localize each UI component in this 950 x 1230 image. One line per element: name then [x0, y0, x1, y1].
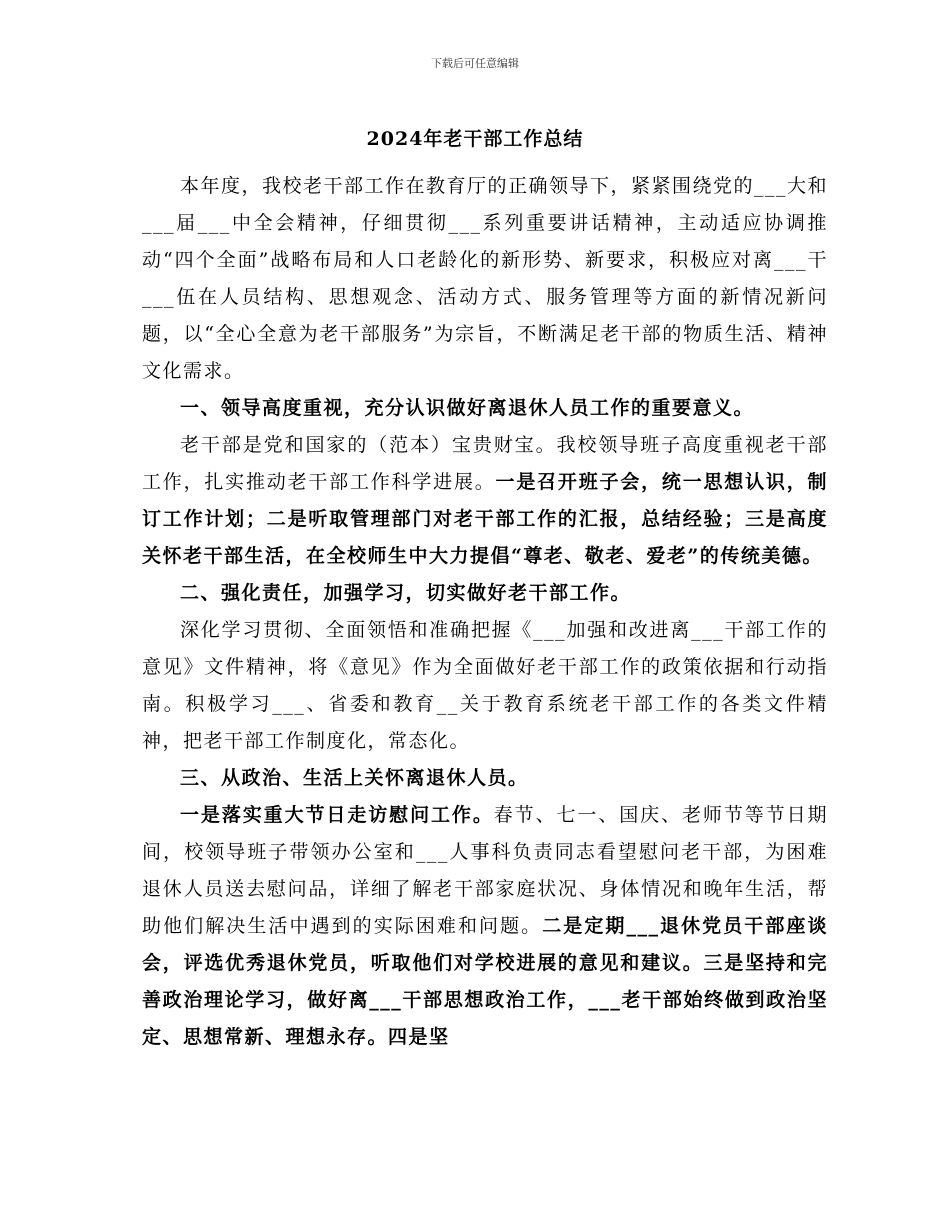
section-3-bold-text: 二是定期___退休党员干部座谈会，评选优秀退休党员，听取他们对学校进展的意见和建议。三是坚持和完善政治理论学习，做好离___干部思想政治工作，___老干部始终做到政治坚定、思想常新、理想永存。四是坚 — [142, 915, 828, 1048]
section-2-paragraph: 深化学习贯彻、全面领悟和准确把握《___加强和改进离___干部工作的意见》文件精神，将《意见》作为全面做好老干部工作的政策依据和行动指南。积极学习___、省委和教育__关于教育系统老干部工作的各类文件精神，把老干部工作制度化，常态化。 — [142, 619, 828, 752]
section-3-text: 春节、七一、国庆、老师节等节日期间，校领导班子带领办公室和___人事科负责同志看望慰问老干部，为困难退休人员送去慰问品，详细了解老干部家庭状况、身体情况和晚年生活，帮助他们解决生活中遇到的实际困难和问题。 — [142, 804, 828, 937]
section-1-bold-text: 一是召开班子会，统一思想认识，制订工作计划；二是听取管理部门对老干部工作的汇报，总结经验；三是高度关怀老干部生活，在全校师生中大力提倡“尊老、敬老、爱老”的传统美德。 — [142, 471, 828, 567]
section-2-heading: 二、强化责任，加强学习，切实做好老干部工作。 — [180, 582, 632, 604]
document-body — [142, 168, 828, 1056]
section-1-heading: 一、领导高度重视，充分认识做好离退休人员工作的重要意义。 — [180, 397, 755, 419]
section-1-paragraph — [142, 427, 828, 575]
section-3-bold-lead: 一是落实重大节日走访慰问工作。 — [180, 804, 494, 826]
header-note: 下载后可任意编辑 — [431, 57, 519, 70]
section-3-paragraph — [142, 797, 828, 1056]
intro-paragraph: 本年度，我校老干部工作在教育厅的正确领导下，紧紧围绕党的___大和___届___中全会精神，仔细贯彻___系列重要讲话精神，主动适应协调推动“四个全面”战略布局和人口老龄化的新形势、新要求，积极应对离___干___伍在人员结构、思想观念、活动方式、服务管理等方面的新情况新问题，以“全心全意为老干部服务”为宗旨，不断满足老干部的物质生活、精神文化需求。 — [142, 175, 829, 382]
section-3-heading: 三、从政治、生活上关怀离退休人员。 — [180, 767, 529, 789]
section-1-text: 老干部是党和国家的（范本）宝贵财宝。我校领导班子高度重视老干部工作，扎实推动老干部工作科学进展。 — [142, 434, 828, 493]
document-title: 2024年老干部工作总结 — [366, 128, 584, 150]
